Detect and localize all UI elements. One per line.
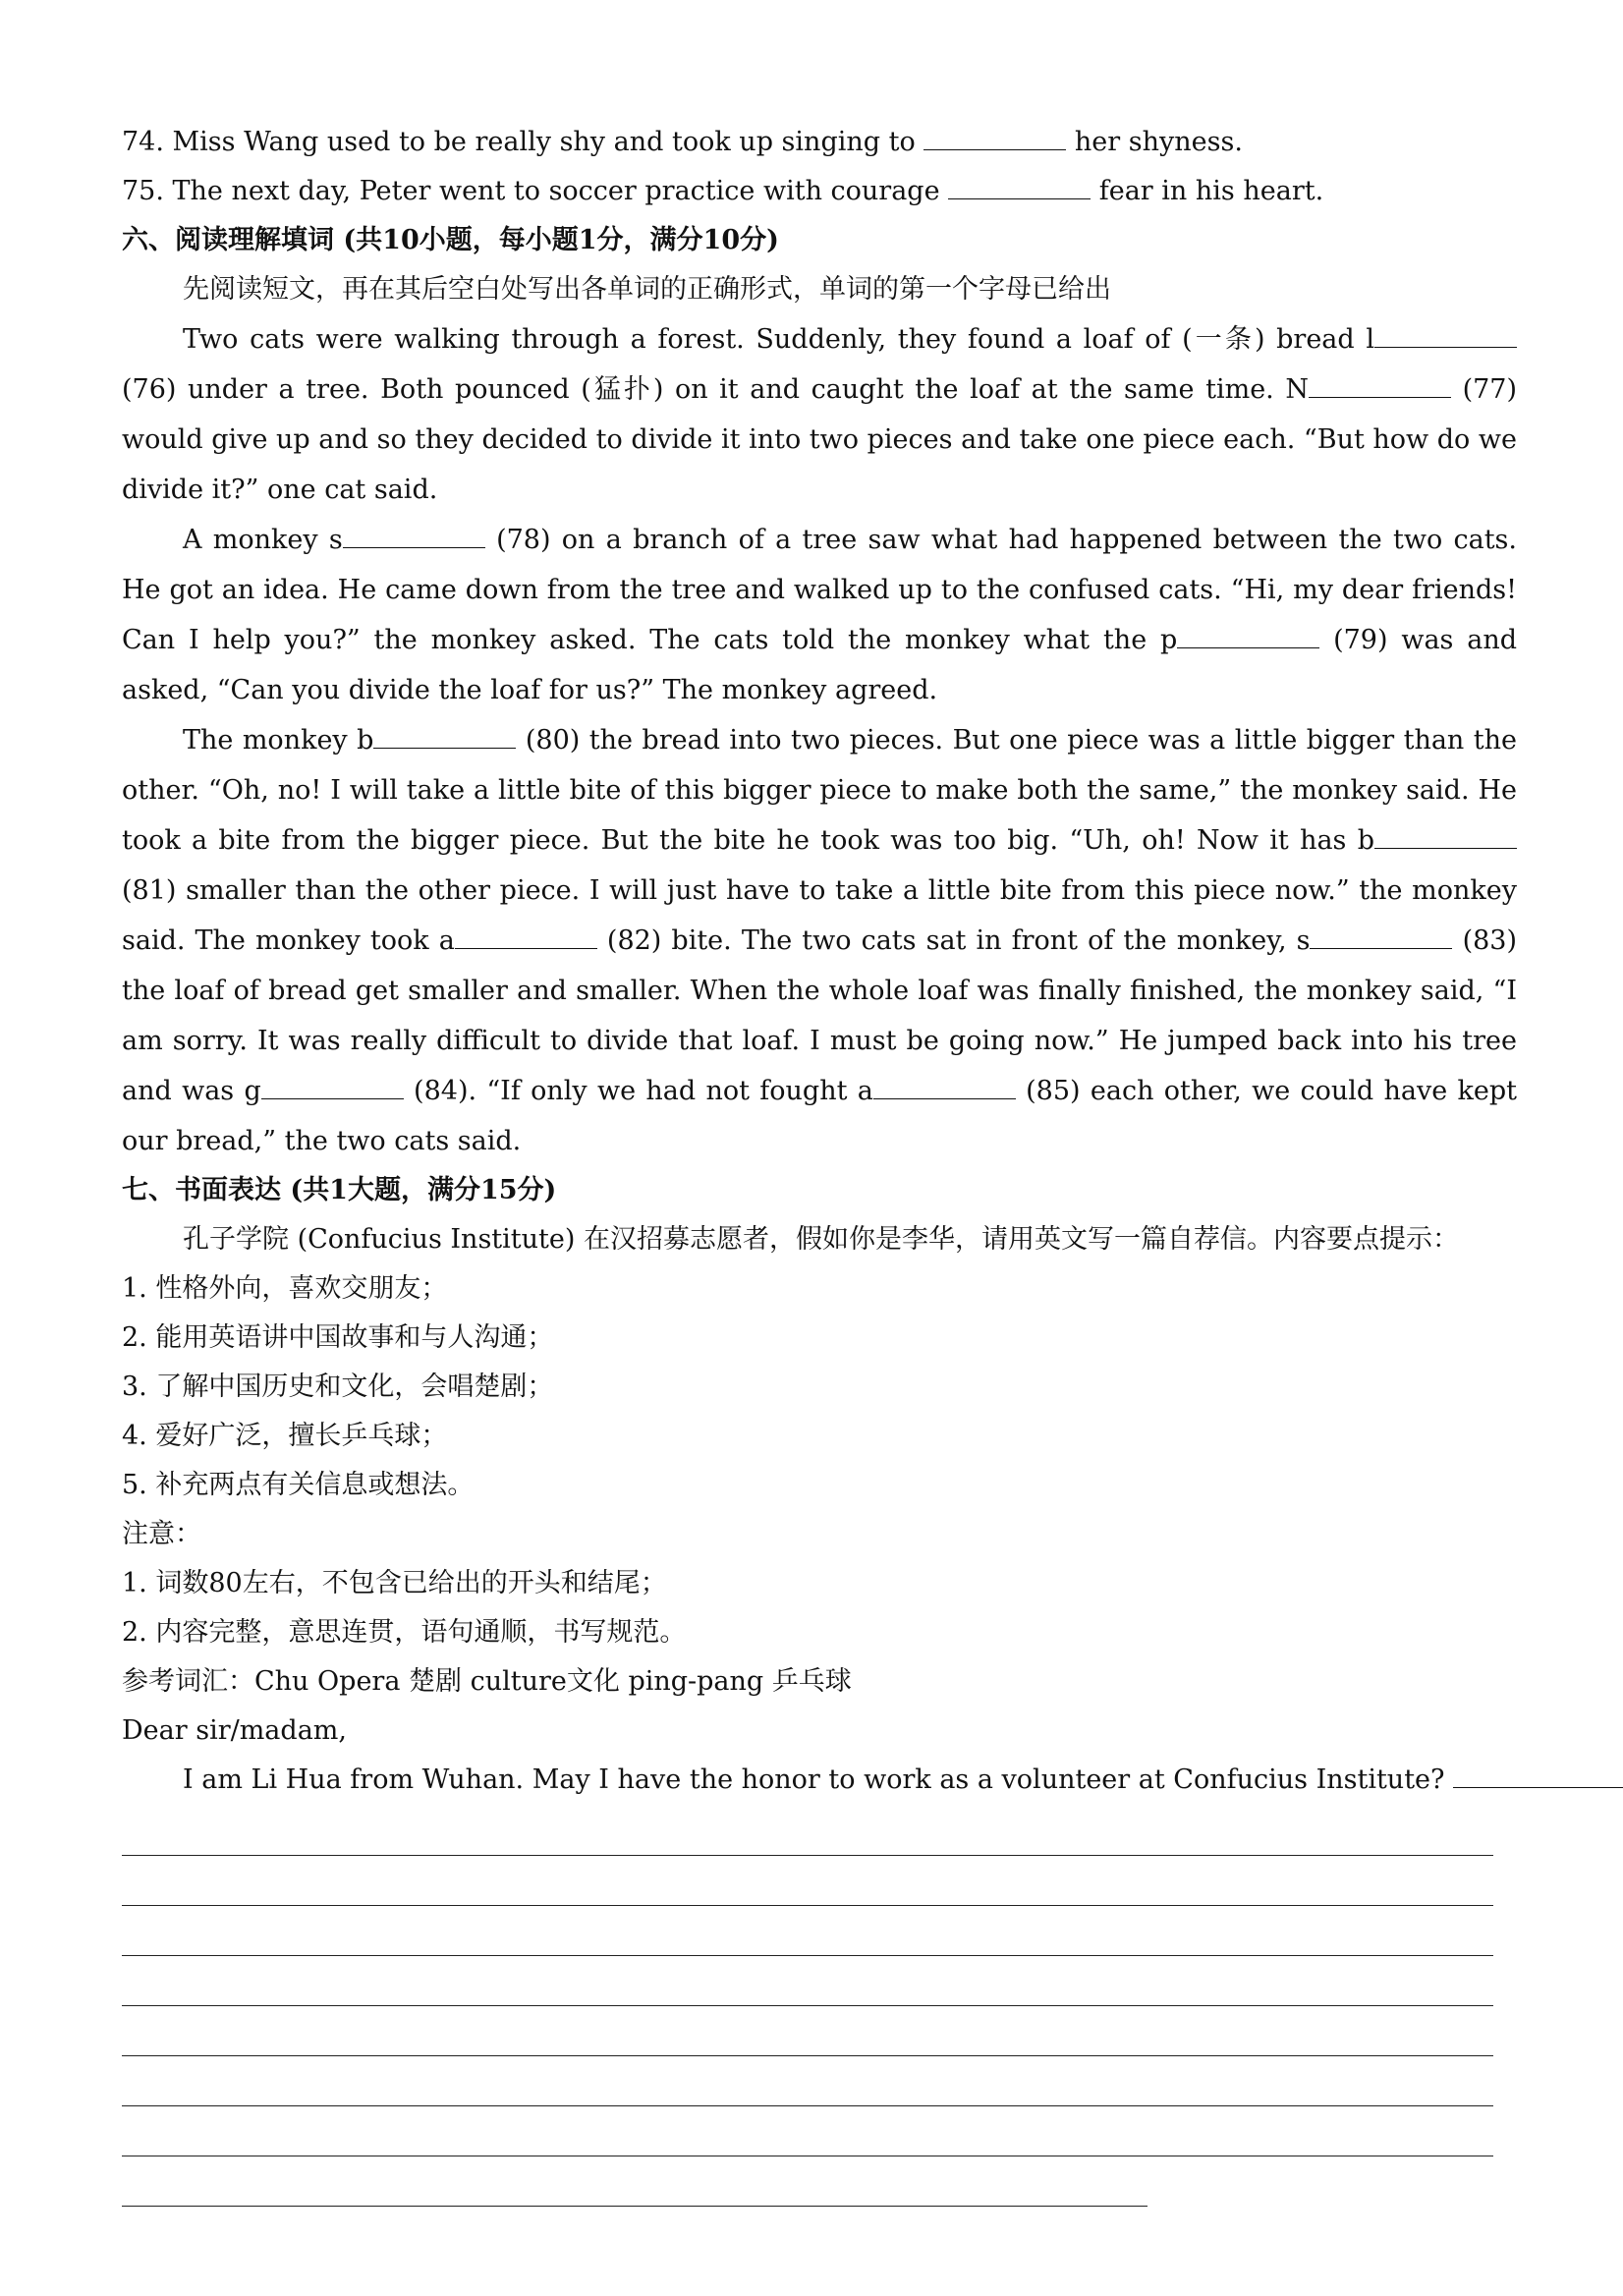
point-5: 5. 补充两点有关信息或想法。 bbox=[122, 1470, 475, 1500]
blank-79[interactable] bbox=[1177, 622, 1319, 648]
blank-82[interactable] bbox=[455, 923, 597, 949]
writing-line[interactable] bbox=[122, 2156, 1147, 2207]
blank-80[interactable] bbox=[373, 722, 516, 749]
exam-page bbox=[122, 118, 1517, 1805]
writing-area[interactable] bbox=[122, 1806, 1493, 2207]
writing-line[interactable] bbox=[122, 1856, 1493, 1906]
blank-84[interactable] bbox=[261, 1073, 404, 1099]
writing-line[interactable] bbox=[122, 1956, 1493, 2006]
point-2: 2. 能用英语讲中国故事和与人沟通； bbox=[122, 1322, 554, 1353]
writing-line[interactable] bbox=[122, 1906, 1493, 1956]
blank-81[interactable] bbox=[1374, 822, 1517, 849]
section-6-heading: 六、阅读理解填词 (共10小题，每小题1分，满分10分) bbox=[122, 225, 779, 255]
blank-83[interactable] bbox=[1310, 923, 1452, 949]
writing-line[interactable] bbox=[122, 2106, 1493, 2156]
section-6-instruction: 先阅读短文，再在其后空白处写出各单词的正确形式，单词的第一个字母已给出 bbox=[183, 274, 1111, 305]
question-74: 74. Miss Wang used to be really shy and took up singing to her shyness. bbox=[122, 118, 1517, 167]
blank-76[interactable] bbox=[1374, 321, 1517, 348]
passage-paragraph-3: The monkey b (80) the bread into two pieces. But one piece was a little bigger than the other. “Oh, no! I will take a little bite of this bigger piece to make both the same,” the monkey said. He took a bite from the bigger piece. But the bite he took was too big. “Uh, oh! Now it has b (81) smaller than the other piece. I will just have to take a little bite from this piece now.” the monkey said. The monkey took a (82) bite. The two cats sat in front of the monkey, s (83) the loaf of bread get smaller and smaller. When the whole loaf was finally finished, the monkey said, “I am sorry. It was really difficult to divide that loaf. I must be going now.” He jumped back into his tree and was g (84). “If only we had not fought a (85) each other, we could have kept our bread,” the two cats said. bbox=[122, 715, 1517, 1166]
section-7-heading: 七、书面表达 (共1大题，满分15分) bbox=[122, 1175, 557, 1205]
letter-greeting: Dear sir/madam, bbox=[122, 1715, 347, 1746]
note-1: 1. 词数80左右，不包含已给出的开头和结尾； bbox=[122, 1568, 667, 1598]
point-4: 4. 爱好广泛，擅长乒乓球； bbox=[122, 1421, 448, 1451]
letter-opening: I am Li Hua from Wuhan. May I have the honor to work as a volunteer at Confucius Institute? bbox=[122, 1756, 1517, 1805]
writing-start-blank[interactable] bbox=[1453, 1762, 1623, 1788]
writing-line[interactable] bbox=[122, 2056, 1493, 2106]
writing-line[interactable] bbox=[122, 2006, 1493, 2056]
question-75: 75. The next day, Peter went to soccer practice with courage fear in his heart. bbox=[122, 167, 1517, 216]
answer-blank[interactable] bbox=[948, 173, 1091, 199]
writing-prompt: 孔子学院 (Confucius Institute) 在汉招募志愿者，假如你是李华，请用英文写一篇自荐信。内容要点提示： bbox=[183, 1224, 1459, 1255]
answer-blank[interactable] bbox=[923, 124, 1066, 150]
point-3: 3. 了解中国历史和文化，会唱楚剧； bbox=[122, 1372, 554, 1402]
note-label: 注意： bbox=[122, 1519, 201, 1549]
passage-paragraph-1: Two cats were walking through a forest. Suddenly, they found a loaf of (一条) bread l (76) under a tree. Both pounced (猛扑) on it and caught the loaf at the same time. N (77) would give up and so they decided to divide it into two pieces and take one piece each. “But how do we divide it?” one cat said. bbox=[122, 314, 1517, 515]
point-1: 1. 性格外向，喜欢交朋友； bbox=[122, 1273, 448, 1304]
blank-85[interactable] bbox=[873, 1073, 1016, 1099]
note-2: 2. 内容完整，意思连贯，语句通顺，书写规范。 bbox=[122, 1617, 687, 1648]
vocab-reference: 参考词汇：Chu Opera 楚剧 culture文化 ping-pang 乒乓球 bbox=[122, 1666, 852, 1697]
blank-78[interactable] bbox=[343, 522, 485, 548]
reading-passage bbox=[122, 314, 1517, 1166]
blank-77[interactable] bbox=[1309, 371, 1451, 398]
passage-paragraph-2: A monkey s (78) on a branch of a tree saw what had happened between the two cats. He got an idea. He came down from the tree and walked up to the confused cats. “Hi, my dear friends! Can I help you?” the monkey asked. The cats told the monkey what the p (79) was and asked, “Can you divide the loaf for us?” The monkey agreed. bbox=[122, 515, 1517, 715]
writing-line[interactable] bbox=[122, 1806, 1493, 1856]
